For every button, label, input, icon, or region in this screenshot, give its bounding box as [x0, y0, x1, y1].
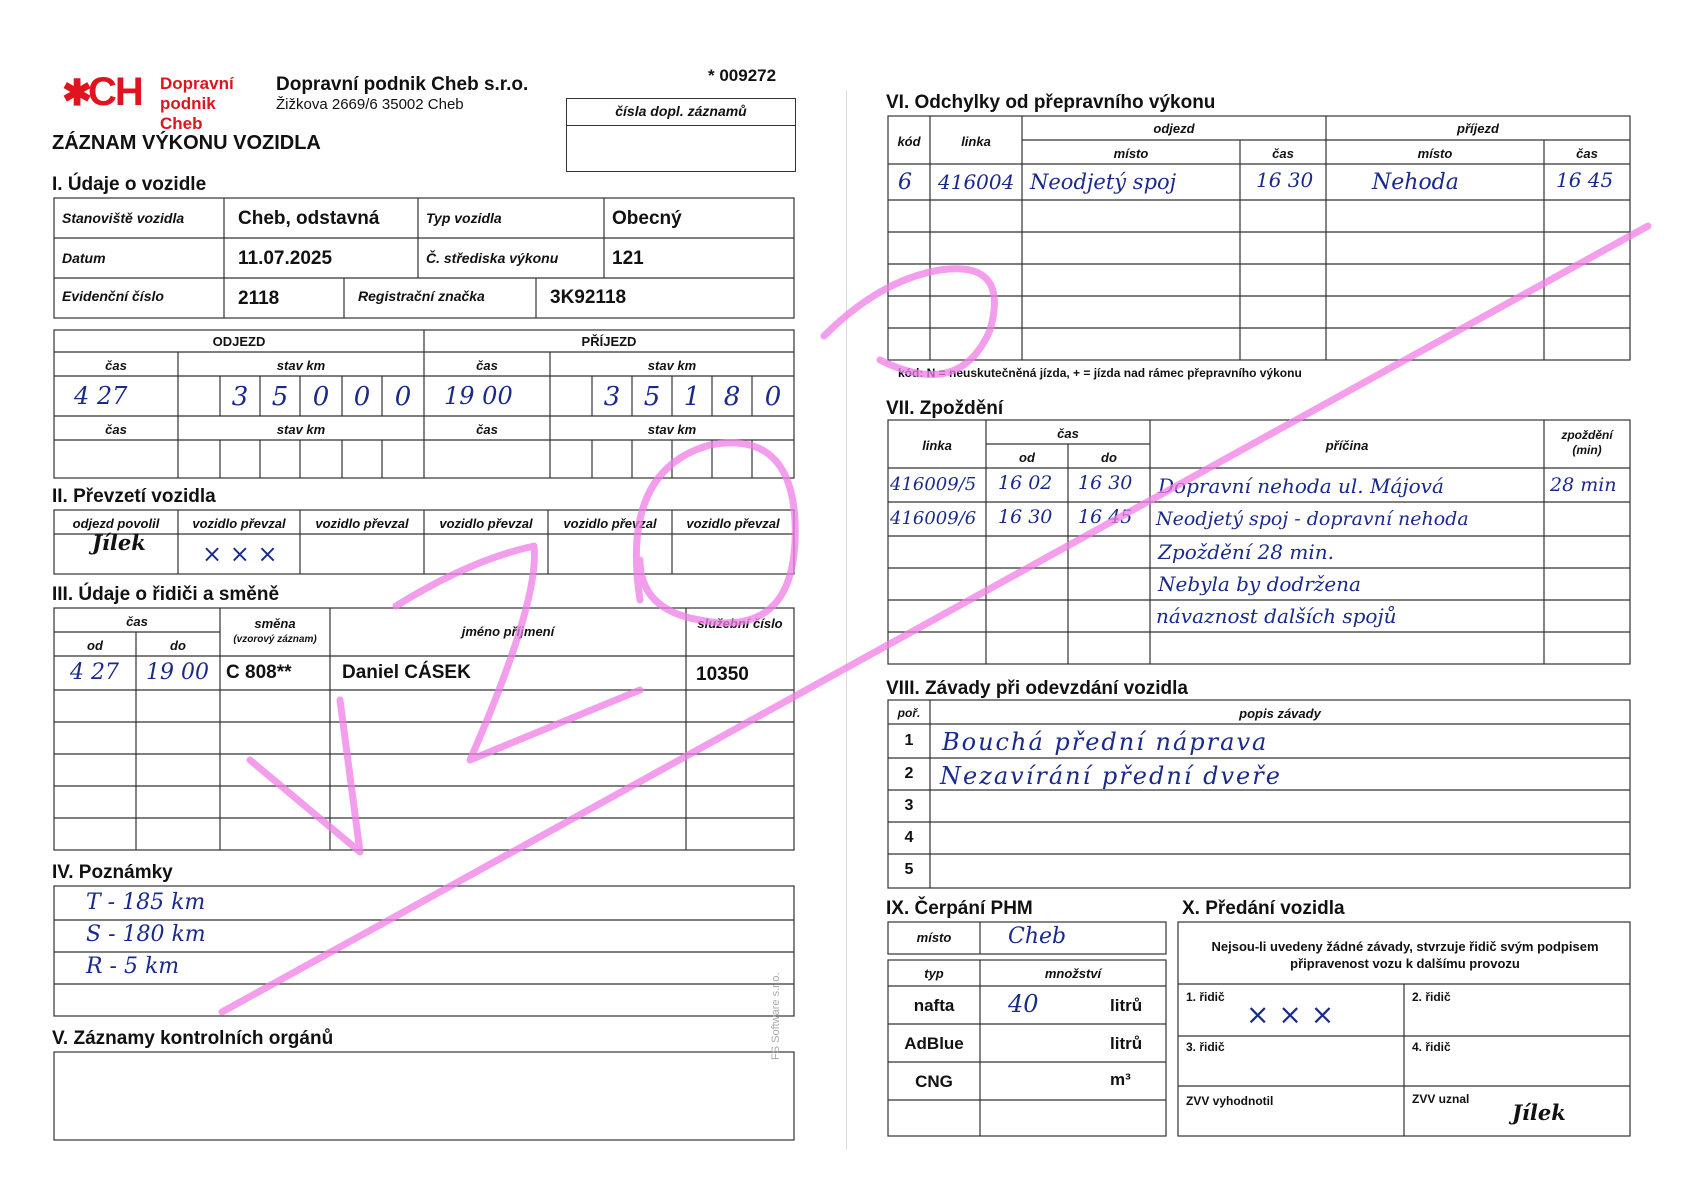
depart-km-label: stav km	[276, 358, 326, 373]
delay-reason: Zpoždění 28 min.	[1158, 540, 1334, 564]
code-col-label: kód	[897, 134, 921, 149]
delay-line: 416009/5	[890, 474, 977, 495]
arrive-km-label-2: stav km	[647, 422, 697, 437]
reg-label: Registrační značka	[358, 288, 485, 304]
vehicle-type-value: Obecný	[612, 208, 682, 229]
defect-no: 5	[904, 861, 914, 878]
delay-reason: Neodjetý spoj - dopravní nehoda	[1156, 508, 1469, 530]
software-credit: FS Software s.r.o.	[770, 972, 782, 1060]
approved-label: ZVV uznal	[1412, 1092, 1470, 1106]
time-col-label: čas	[1272, 146, 1294, 161]
depot-label: Stanoviště vozidla	[62, 210, 185, 226]
fuel-qty: 40	[1008, 990, 1039, 1018]
driver4-label: 4. řidič	[1412, 1040, 1451, 1054]
place-col-label: místo	[1417, 146, 1453, 161]
fuel-type: AdBlue	[904, 1034, 964, 1053]
from-label: od	[87, 638, 103, 653]
allowed-by-signature: Jílek	[92, 530, 146, 555]
driver-name-value: Daniel CÁSEK	[342, 662, 471, 683]
depart-km-digit: 0	[312, 382, 330, 412]
arrive-km-digit: 5	[643, 382, 661, 412]
place-col-label: místo	[1113, 146, 1149, 161]
arrive-time-value: 19 00	[444, 382, 513, 410]
shift-value: C 808**	[226, 662, 292, 683]
depart-header: ODJEZD	[212, 334, 266, 349]
defect-no: 1	[904, 732, 914, 749]
deviation-dep-place: Neodjetý spoj	[1030, 170, 1177, 194]
arrive-col-label: příjezd	[1457, 121, 1499, 136]
depart-col-label: odjezd	[1153, 121, 1195, 136]
shift-sublabel: (vzorový záznam)	[233, 634, 317, 645]
center-value: 121	[612, 248, 644, 269]
delay-from-label: od	[1019, 450, 1035, 465]
driver-heading: III. Údaje o řidiči a směně	[52, 584, 280, 605]
control-heading: V. Záznamy kontrolních orgánů	[52, 1028, 334, 1049]
defect-no-label: poř.	[897, 706, 921, 720]
defect-desc: Nezavírání přední dveře	[940, 762, 1282, 790]
note-line: S - 180 km	[86, 922, 206, 947]
fuel-unit: litrů	[1110, 996, 1143, 1015]
id-label: služební číslo	[697, 616, 783, 631]
delay-heading: VII. Zpoždění	[886, 398, 1004, 419]
document-number: * 009272	[708, 66, 777, 85]
depart-km-digit: 5	[271, 382, 289, 412]
defects-heading: VIII. Závady při odevzdání vozidla	[886, 678, 1188, 699]
shift-from-value: 4 27	[70, 660, 119, 685]
company-address: Žižkova 2669/6 35002 Cheb	[276, 96, 464, 113]
delay-minutes: 28 min	[1550, 474, 1617, 496]
arrive-km-digit: 8	[723, 382, 741, 412]
fuel-place-value: Cheb	[1008, 924, 1067, 949]
line-col-label: linka	[961, 134, 991, 149]
depart-km-label-2: stav km	[276, 422, 326, 437]
taken-by-label: vozidlo převzal	[686, 516, 780, 531]
delay-from: 16 30	[998, 506, 1053, 528]
delay-line-label: linka	[922, 438, 952, 453]
delay-to: 16 30	[1078, 472, 1133, 494]
depart-km-digit: 3	[231, 382, 249, 412]
delay-minutes-label: zpoždění (min)	[1561, 428, 1613, 457]
center-label: Č. střediska výkonu	[426, 250, 559, 266]
company-name: Dopravní podnik Cheb s.r.o.	[276, 74, 529, 95]
depart-km-digit: 0	[353, 382, 371, 412]
arrive-km-label: stav km	[647, 358, 697, 373]
defect-no: 4	[904, 829, 914, 846]
fuel-type: nafta	[913, 996, 955, 1015]
date-value: 11.07.2025	[238, 248, 333, 269]
handover-heading: X. Předání vozidla	[1182, 898, 1345, 919]
fuel-place-label: místo	[916, 930, 952, 945]
delay-reason: Nebyla by dodržena	[1158, 572, 1361, 596]
driver2-label: 2. řidič	[1412, 990, 1451, 1004]
defect-no: 2	[904, 765, 914, 782]
arrive-time-label-2: čas	[476, 422, 498, 437]
name-label: jméno příjmení	[461, 624, 555, 639]
reg-value: 3K92118	[550, 287, 627, 308]
shift-to-value: 19 00	[146, 660, 209, 685]
deviation-dep-time: 16 30	[1256, 168, 1314, 192]
handover-note: Nejsou-li uvedeny žádné závady, stvrzuje řidič svým podpisem připravenost vozu k dalšímu provozu	[1211, 939, 1599, 971]
fuel-type: CNG	[915, 1072, 953, 1091]
page-title: ZÁZNAM VÝKONU VOZIDLA	[52, 132, 321, 154]
depart-time-label: čas	[105, 358, 127, 373]
vehicle-heading: I. Údaje o vozidle	[52, 174, 207, 195]
logo-ch: CH	[88, 70, 142, 114]
supplement-label: čísla dopl. záznamů	[615, 103, 747, 119]
deviations-heading: VI. Odchylky od přepravního výkonu	[886, 92, 1216, 113]
taken-by-label: vozidlo převzal	[439, 516, 533, 531]
taken-by-label: vozidlo převzal	[563, 516, 657, 531]
delay-reason-label: příčina	[1325, 438, 1369, 453]
arrive-time-label: čas	[476, 358, 498, 373]
evaluated-label: ZVV vyhodnotil	[1186, 1094, 1274, 1108]
taken-by-label: vozidlo převzal	[192, 516, 286, 531]
depart-time-value: 4 27	[74, 382, 128, 410]
taken-by-signature: × × ×	[202, 540, 278, 568]
arrive-km-digit: 3	[603, 382, 621, 412]
logo-line1: Dopravní	[160, 74, 234, 93]
vehicle-type-label: Typ vozidla	[426, 210, 502, 226]
fold-line	[846, 90, 847, 1150]
arrive-header: PŘÍJEZD	[581, 334, 637, 349]
shift-label: směna	[254, 616, 296, 631]
taken-by-label: vozidlo převzal	[315, 516, 409, 531]
driver1-signature: × × ×	[1246, 998, 1335, 1031]
note-line: R - 5 km	[86, 954, 180, 979]
arrive-km-digit: 1	[683, 382, 701, 412]
delay-line: 416009/6	[890, 508, 977, 529]
delay-to-label: do	[1101, 450, 1117, 465]
depart-km-digit: 0	[394, 382, 412, 412]
logo-line2: podnik Cheb	[160, 94, 216, 133]
delay-reason: Dopravní nehoda ul. Májová	[1158, 474, 1444, 498]
fuel-unit: litrů	[1110, 1034, 1143, 1053]
approved-signature: Jílek	[1512, 1100, 1566, 1125]
arrive-km-digit: 0	[764, 382, 782, 412]
fuel-qty-label: množství	[1044, 966, 1102, 981]
deviation-arr-place: Nehoda	[1372, 170, 1459, 195]
defect-desc: Bouchá přední náprava	[942, 728, 1269, 756]
to-label: do	[170, 638, 186, 653]
evid-value: 2118	[238, 288, 280, 309]
driver3-label: 3. řidič	[1186, 1040, 1225, 1054]
driver-id-value: 10350	[696, 664, 749, 685]
fuel-heading: IX. Čerpání PHM	[886, 898, 1033, 919]
driver1-label: 1. řidič	[1186, 990, 1225, 1004]
time-col-label: čas	[1576, 146, 1598, 161]
time-label: čas	[126, 614, 148, 629]
notes-heading: IV. Poznámky	[52, 862, 173, 883]
delay-from: 16 02	[998, 472, 1053, 494]
defect-no: 3	[904, 797, 914, 814]
defect-desc-label: popis závady	[1239, 706, 1321, 721]
depot-value: Cheb, odstavná	[238, 208, 380, 229]
date-label: Datum	[62, 250, 106, 266]
note-line: T - 185 km	[86, 890, 206, 915]
evid-label: Evidenční číslo	[62, 288, 164, 304]
allowed-by-label: odjezd povolil	[72, 516, 160, 531]
delay-time-label: čas	[1057, 426, 1079, 441]
deviations-footnote: kód: N = neuskutečněná jízda, + = jízda nad rámec přepravního výkonu	[898, 366, 1302, 380]
fuel-unit: m³	[1110, 1070, 1131, 1089]
deviation-line: 416004	[938, 170, 1015, 194]
delay-to: 16 45	[1078, 506, 1133, 528]
takeover-heading: II. Převzetí vozidla	[52, 486, 216, 507]
logo-mark: ✱	[62, 72, 93, 113]
depart-time-label-2: čas	[105, 422, 127, 437]
delay-reason: návaznost dalších spojů	[1156, 604, 1397, 628]
deviation-arr-time: 16 45	[1556, 168, 1614, 192]
fuel-type-label: typ	[924, 966, 944, 981]
deviation-code: 6	[898, 170, 912, 195]
